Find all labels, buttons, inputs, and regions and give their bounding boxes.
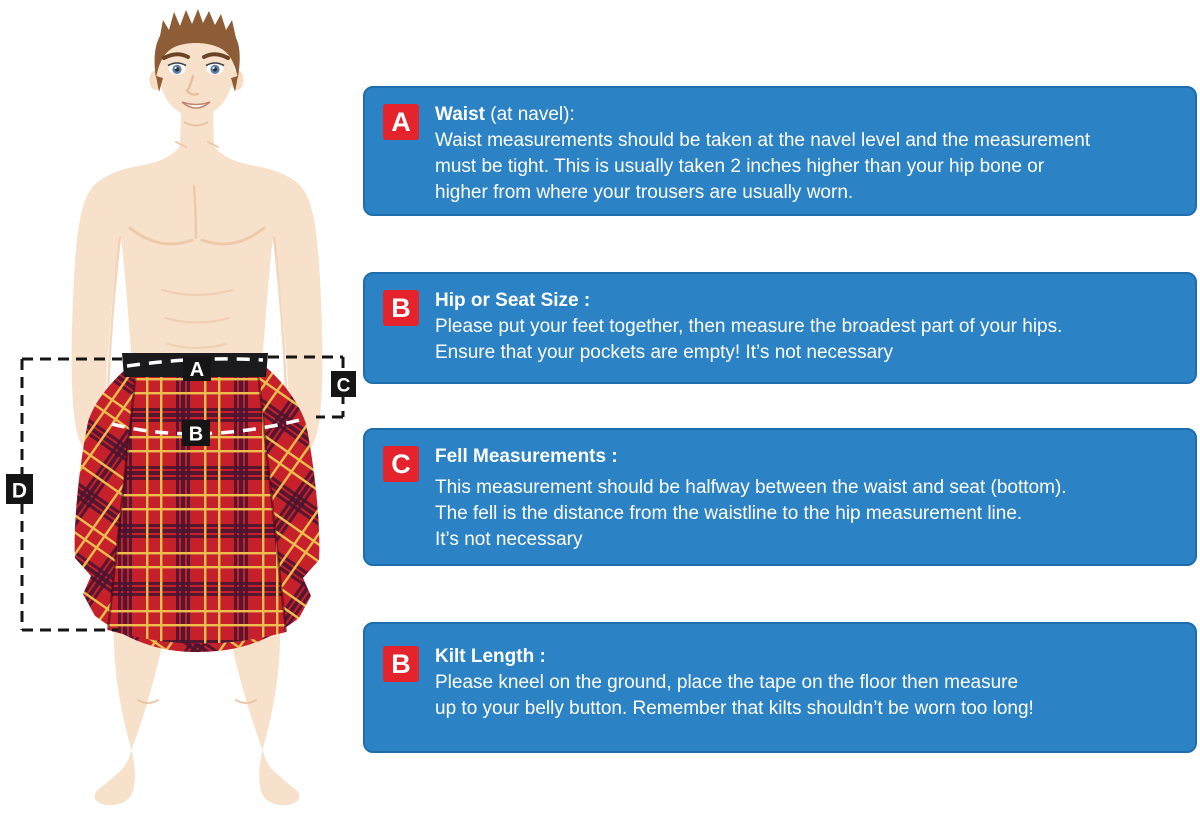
waist-description: Waist measurements should be taken at the navel level and the measurement must be tight. This is usually taken 2 inches higher than your hip bone or higher from where your trousers are usually worn. <box>435 130 1091 203</box>
kilted-man-illustration <box>0 0 370 832</box>
badge-a: A <box>383 104 419 140</box>
fell-description: This measurement should be halfway between the waist and seat (bottom). The fell is the distance from the waistline to the hip measurement line. It’s not necessary <box>435 477 1067 550</box>
kilt-length-title: Kilt Length : <box>435 646 546 667</box>
info-box-kilt-length <box>363 622 1197 753</box>
badge-b2: B <box>383 646 419 682</box>
badge-c: C <box>383 446 419 482</box>
fell-title: Fell Measurements : <box>435 446 618 467</box>
svg-text:D: D <box>11 479 28 503</box>
kilt <box>75 353 320 652</box>
info-box-fell <box>363 428 1197 566</box>
hip-description: Please put your feet together, then measure the broadest part of your hips. Ensure that your pockets are empty! It’s not necessary <box>435 316 1063 363</box>
info-box-hip <box>363 272 1197 384</box>
svg-text:B: B <box>188 423 204 446</box>
waist-title: Waist (at navel): <box>435 104 575 125</box>
badge-b: B <box>383 290 419 326</box>
hip-title: Hip or Seat Size : <box>435 290 591 311</box>
svg-text:C: C <box>336 375 351 397</box>
marker-a <box>183 356 211 381</box>
head <box>150 9 244 126</box>
marker-b <box>182 420 210 446</box>
kilt-length-description: Please kneel on the ground, place the tape on the floor then measure up to your belly button. Remember that kilts shouldn’t be worn too long! <box>435 672 1034 719</box>
marker-c <box>331 371 356 397</box>
kilt-apron <box>108 368 286 644</box>
marker-d <box>6 474 33 504</box>
info-box-waist <box>363 86 1197 216</box>
svg-text:A: A <box>189 359 205 381</box>
